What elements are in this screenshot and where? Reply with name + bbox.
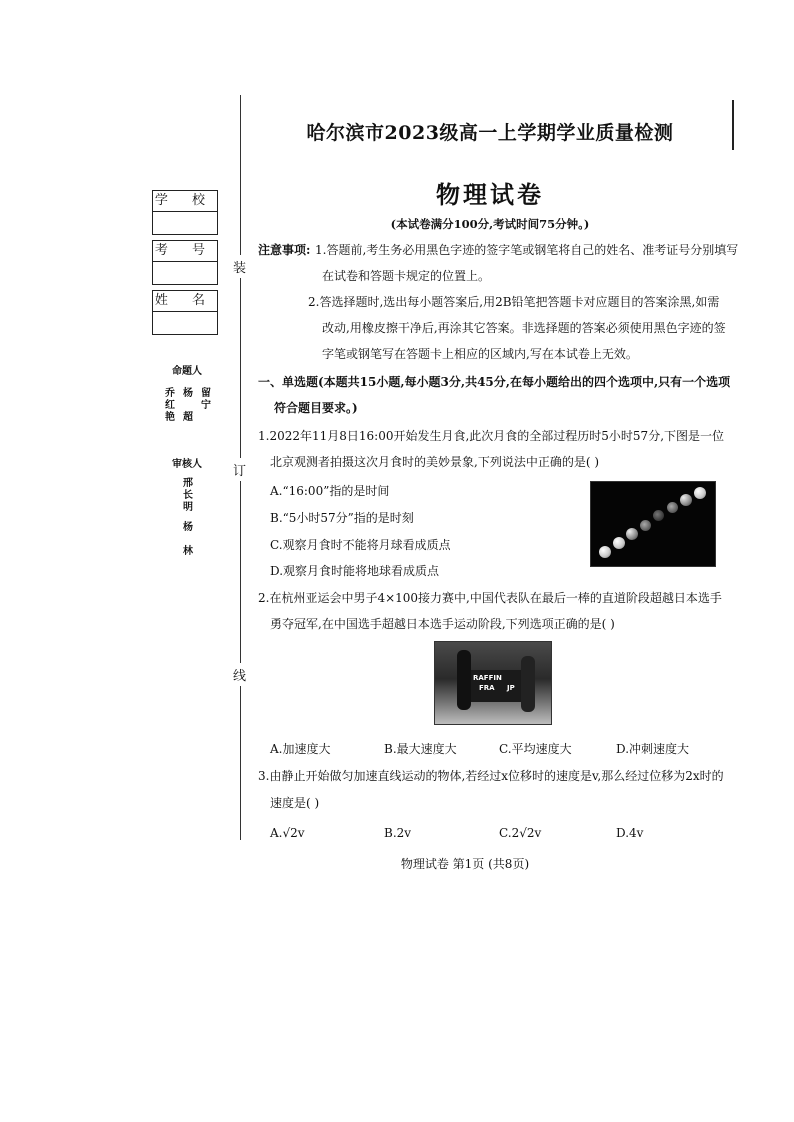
reviewer-name-1: 邢长明 <box>183 478 193 513</box>
author-name-3: 留宁 <box>201 388 211 411</box>
lunar-eclipse-photo <box>590 481 716 567</box>
section-heading-line1: 一、单选题(本题共15小题,每小题3分,共45分,在每小题给出的四个选项中,只有一个选项 <box>258 375 731 389</box>
bib-text-2: FRA <box>479 684 495 692</box>
relay-race-photo <box>434 641 552 725</box>
school-field[interactable] <box>152 190 218 235</box>
exam-number-field[interactable] <box>152 240 218 285</box>
section-heading-line2: 符合题目要求。) <box>274 401 358 415</box>
author-name-1: 乔红艳 <box>165 388 175 423</box>
q3-option-c[interactable]: C.2√2v <box>499 826 542 840</box>
reviewer-name-2: 杨 <box>183 522 193 533</box>
q2-option-d[interactable]: D.冲刺速度大 <box>616 742 690 756</box>
subject-title: 物理试卷 <box>436 180 544 209</box>
bib-text-3: JP <box>507 684 515 692</box>
q2-stem-line1: 2.在杭州亚运会中男子4×100接力赛中,中国代表队在最后一棒的直道阶段超越日本选手 <box>258 591 722 605</box>
q2-option-a[interactable]: A.加速度大 <box>270 742 331 756</box>
page-footer: 物理试卷 第1页 (共8页) <box>400 857 530 871</box>
author-name-2b: 超 <box>183 412 193 423</box>
school-input-area[interactable] <box>153 212 217 234</box>
q1-option-a[interactable]: A.“16:00”指的是时间 <box>270 484 390 498</box>
reviewer-label: 审核人 <box>172 459 202 470</box>
q3-option-d[interactable]: D.4v <box>616 826 644 840</box>
exam-number-input-area[interactable] <box>153 262 217 284</box>
q3-stem-line1: 3.由静止开始做匀加速直线运动的物体,若经过x位移时的速度是v,那么经过位移为2x时的 <box>258 769 724 783</box>
binding-char-ding: 订 <box>233 458 246 481</box>
binding-char-xian: 线 <box>233 663 246 686</box>
scan-edge-mark <box>732 100 734 150</box>
q2-option-c[interactable]: C.平均速度大 <box>499 742 572 756</box>
q1-option-b[interactable]: B.“5小时57分”指的是时刻 <box>270 511 414 525</box>
name-input-area[interactable] <box>153 312 217 334</box>
author-label: 命题人 <box>172 366 202 377</box>
bib-text-1: RAFFIN <box>473 674 502 682</box>
q3-stem-line2: 速度是( ) <box>270 796 320 810</box>
notice-label: 注意事项: <box>258 243 311 257</box>
notice-item2-line3: 字笔或钢笔写在答题卡上相应的区域内,写在本试卷上无效。 <box>322 347 638 361</box>
q2-option-b[interactable]: B.最大速度大 <box>384 742 457 756</box>
notice-item2-line2: 改动,用橡皮擦干净后,再涂其它答案。非选择题的答案必须使用黑色字迹的签 <box>322 321 726 335</box>
school-label: 学 校 <box>153 191 217 212</box>
name-field[interactable] <box>152 290 218 335</box>
q3-option-b[interactable]: B.2v <box>384 826 412 840</box>
q2-stem-line2: 勇夺冠军,在中国选手超越日本选手运动阶段,下列选项正确的是( ) <box>270 617 615 631</box>
q1-option-d[interactable]: D.观察月食时能将地球看成质点 <box>270 564 440 578</box>
q1-stem-line2: 北京观测者拍摄这次月食时的美妙景象,下列说法中正确的是( ) <box>270 455 599 469</box>
exam-title: 哈尔滨市2023级高一上学期学业质量检测 <box>306 122 674 144</box>
reviewer-name-3: 林 <box>183 546 193 557</box>
q1-stem-line1: 1.2022年11月8日16:00开始发生月食,此次月食的全部过程历时5小时57分,下图是一位 <box>258 429 725 443</box>
notice-item2-line1: 2.答选择题时,选出每小题答案后,用2B铅笔把答题卡对应题目的答案涂黑,如需 <box>308 295 720 309</box>
binding-char-zhuang: 装 <box>233 255 246 278</box>
name-label: 姓 名 <box>153 291 217 312</box>
author-name-2: 杨 <box>183 388 193 399</box>
notice-item1-line1: 1.答题前,考生务必用黑色字迹的签字笔或钢笔将自己的姓名、准考证号分别填写 <box>315 243 739 257</box>
notice-item1-line2: 在试卷和答题卡规定的位置上。 <box>322 269 491 283</box>
exam-meta: (本试卷满分100分,考试时间75分钟。) <box>390 217 590 231</box>
exam-number-label: 考 号 <box>153 241 217 262</box>
q3-option-a[interactable]: A.√2v <box>270 826 305 840</box>
q1-option-c[interactable]: C.观察月食时不能将月球看成质点 <box>270 538 451 552</box>
